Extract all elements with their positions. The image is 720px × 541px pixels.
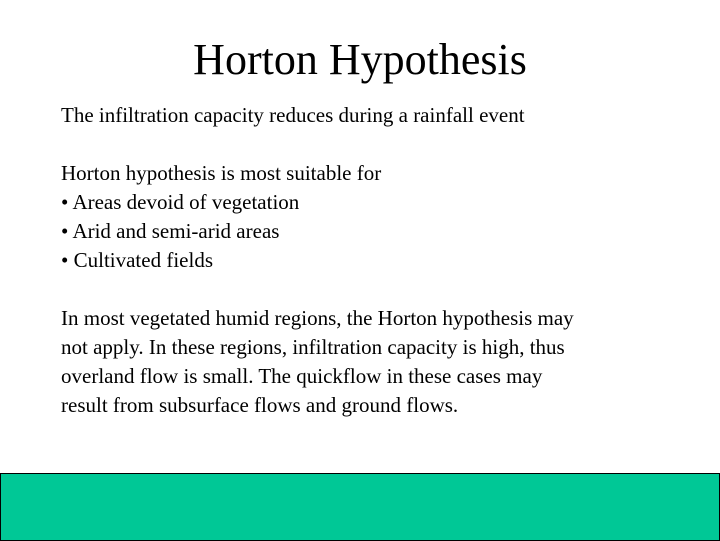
- intro-text: The infiltration capacity reduces during a rainfall event: [61, 103, 525, 127]
- spacer: [61, 275, 681, 304]
- closing-paragraph: [61, 304, 681, 420]
- suitable-heading: Horton hypothesis is most suitable for: [61, 161, 382, 185]
- bullet-item: • Arid and semi-arid areas: [61, 219, 280, 243]
- bullet-item: • Areas devoid of vegetation: [61, 190, 300, 214]
- slide-body: [61, 101, 681, 420]
- closing-line: In most vegetated humid regions, the Horton hypothesis may: [61, 306, 574, 330]
- bullet-item: • Cultivated fields: [61, 248, 213, 272]
- closing-line: not apply. In these regions, infiltration capacity is high, thus: [61, 335, 565, 359]
- spacer: [61, 130, 681, 159]
- slide-title: Horton Hypothesis: [193, 35, 527, 84]
- footer-bar: [0, 473, 720, 541]
- bullet-list: [61, 188, 681, 275]
- closing-line: result from subsurface flows and ground flows.: [61, 393, 459, 417]
- closing-line: overland flow is small. The quickflow in these cases may: [61, 364, 543, 388]
